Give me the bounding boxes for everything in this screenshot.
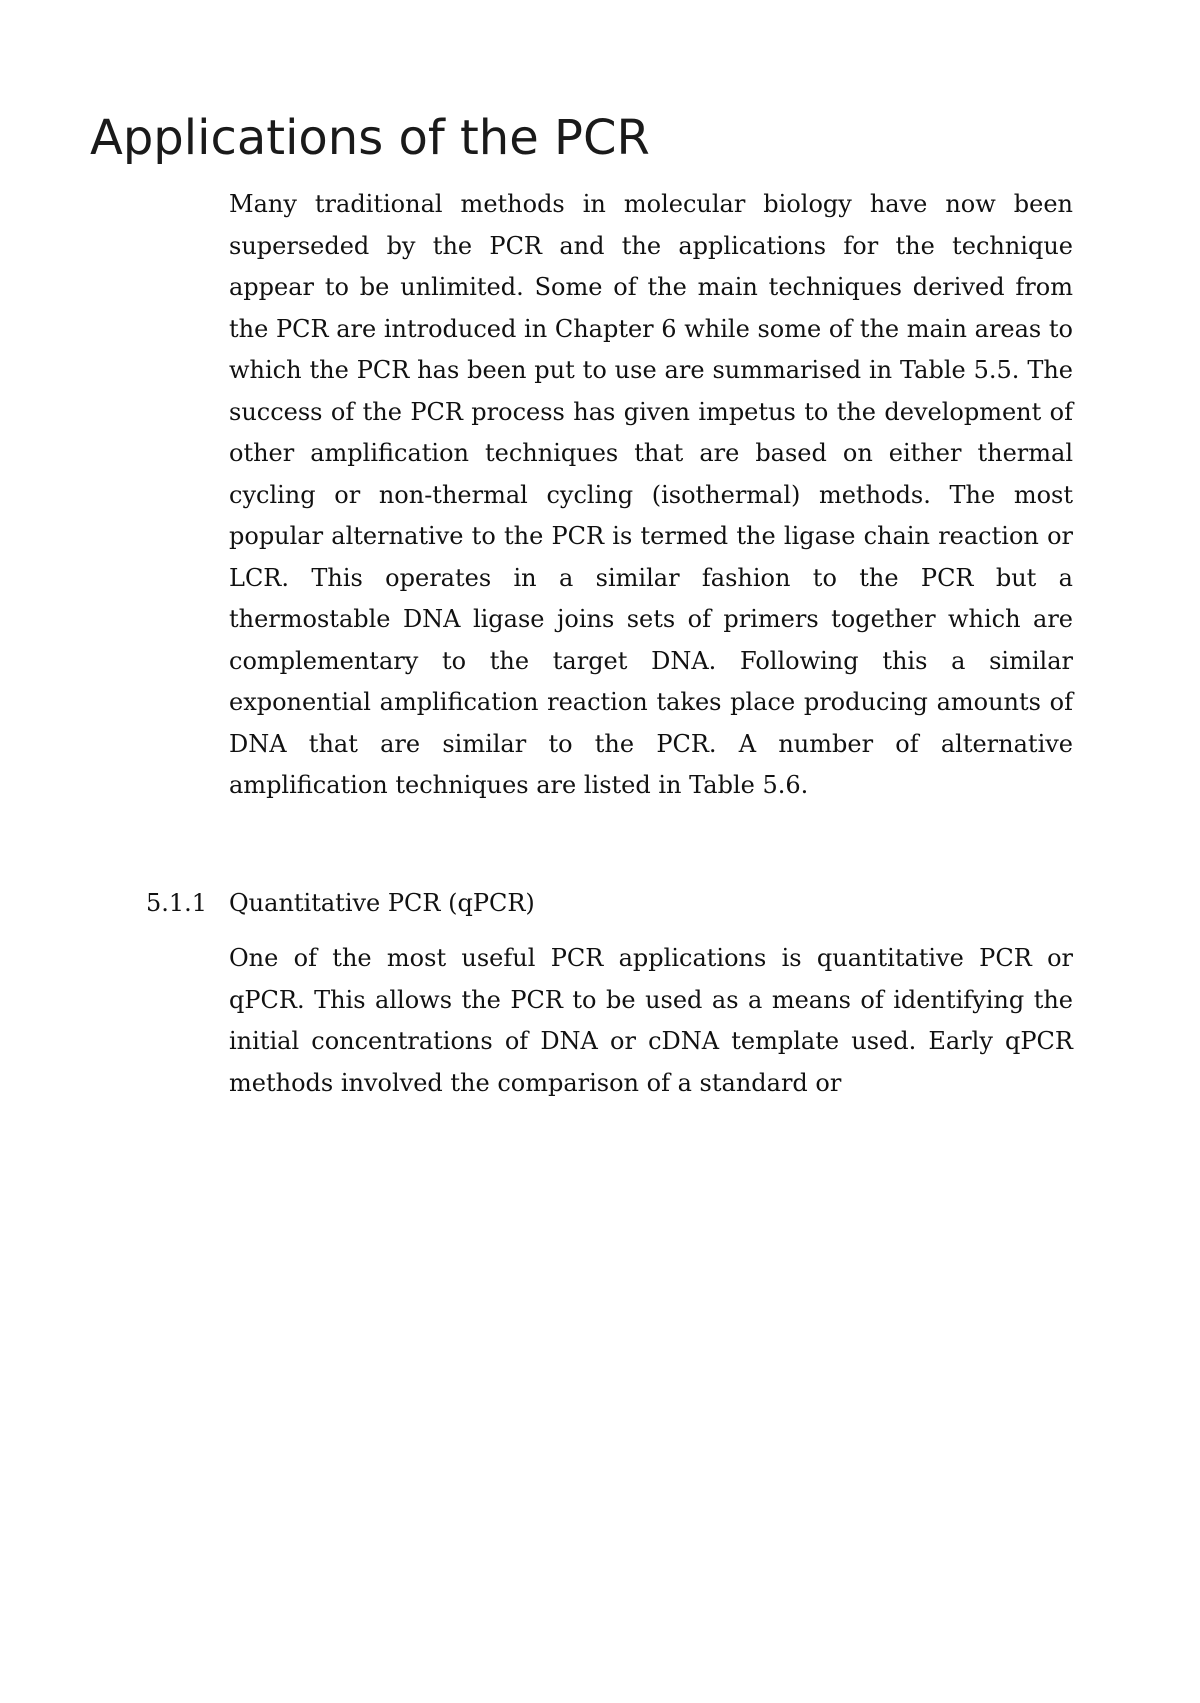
body-paragraph-1: Many traditional methods in molecular biology have now been superseded by the PCR and the applications for the technique appear to be unlimited. Some of the main techniques derived from the PCR are introduced in Chapter 6 while some of the main areas to which the PCR has been put to use are summarised in Table 5.5. The success of the PCR process has given impetus to the development of other amplification techniques that are based on either thermal cycling or non-thermal cycling (isothermal) methods. The most popular alternative to the PCR is termed the ligase chain reaction or LCR. This operates in a similar fashion to the PCR but a thermostable DNA ligase joins sets of primers together which are complementary to the target DNA. Following this a similar exponential amplification reaction takes place producing amounts of DNA that are similar to the PCR. A number of alternative amplification techniques are listed in Table 5.6. (229, 190, 1073, 799)
page-title: Applications of the PCR (90, 110, 650, 166)
section-title: Quantitative PCR (qPCR) (229, 889, 535, 917)
section-number: 5.1.1 (146, 889, 208, 917)
section-heading (146, 883, 535, 925)
body-paragraph-2: One of the most useful PCR applications is quantitative PCR or qPCR. This allows the PCR to be used as a means of identifying the initial concentrations of DNA or cDNA template used. Early qPCR methods involved the comparison of a standard or (229, 944, 1073, 1097)
